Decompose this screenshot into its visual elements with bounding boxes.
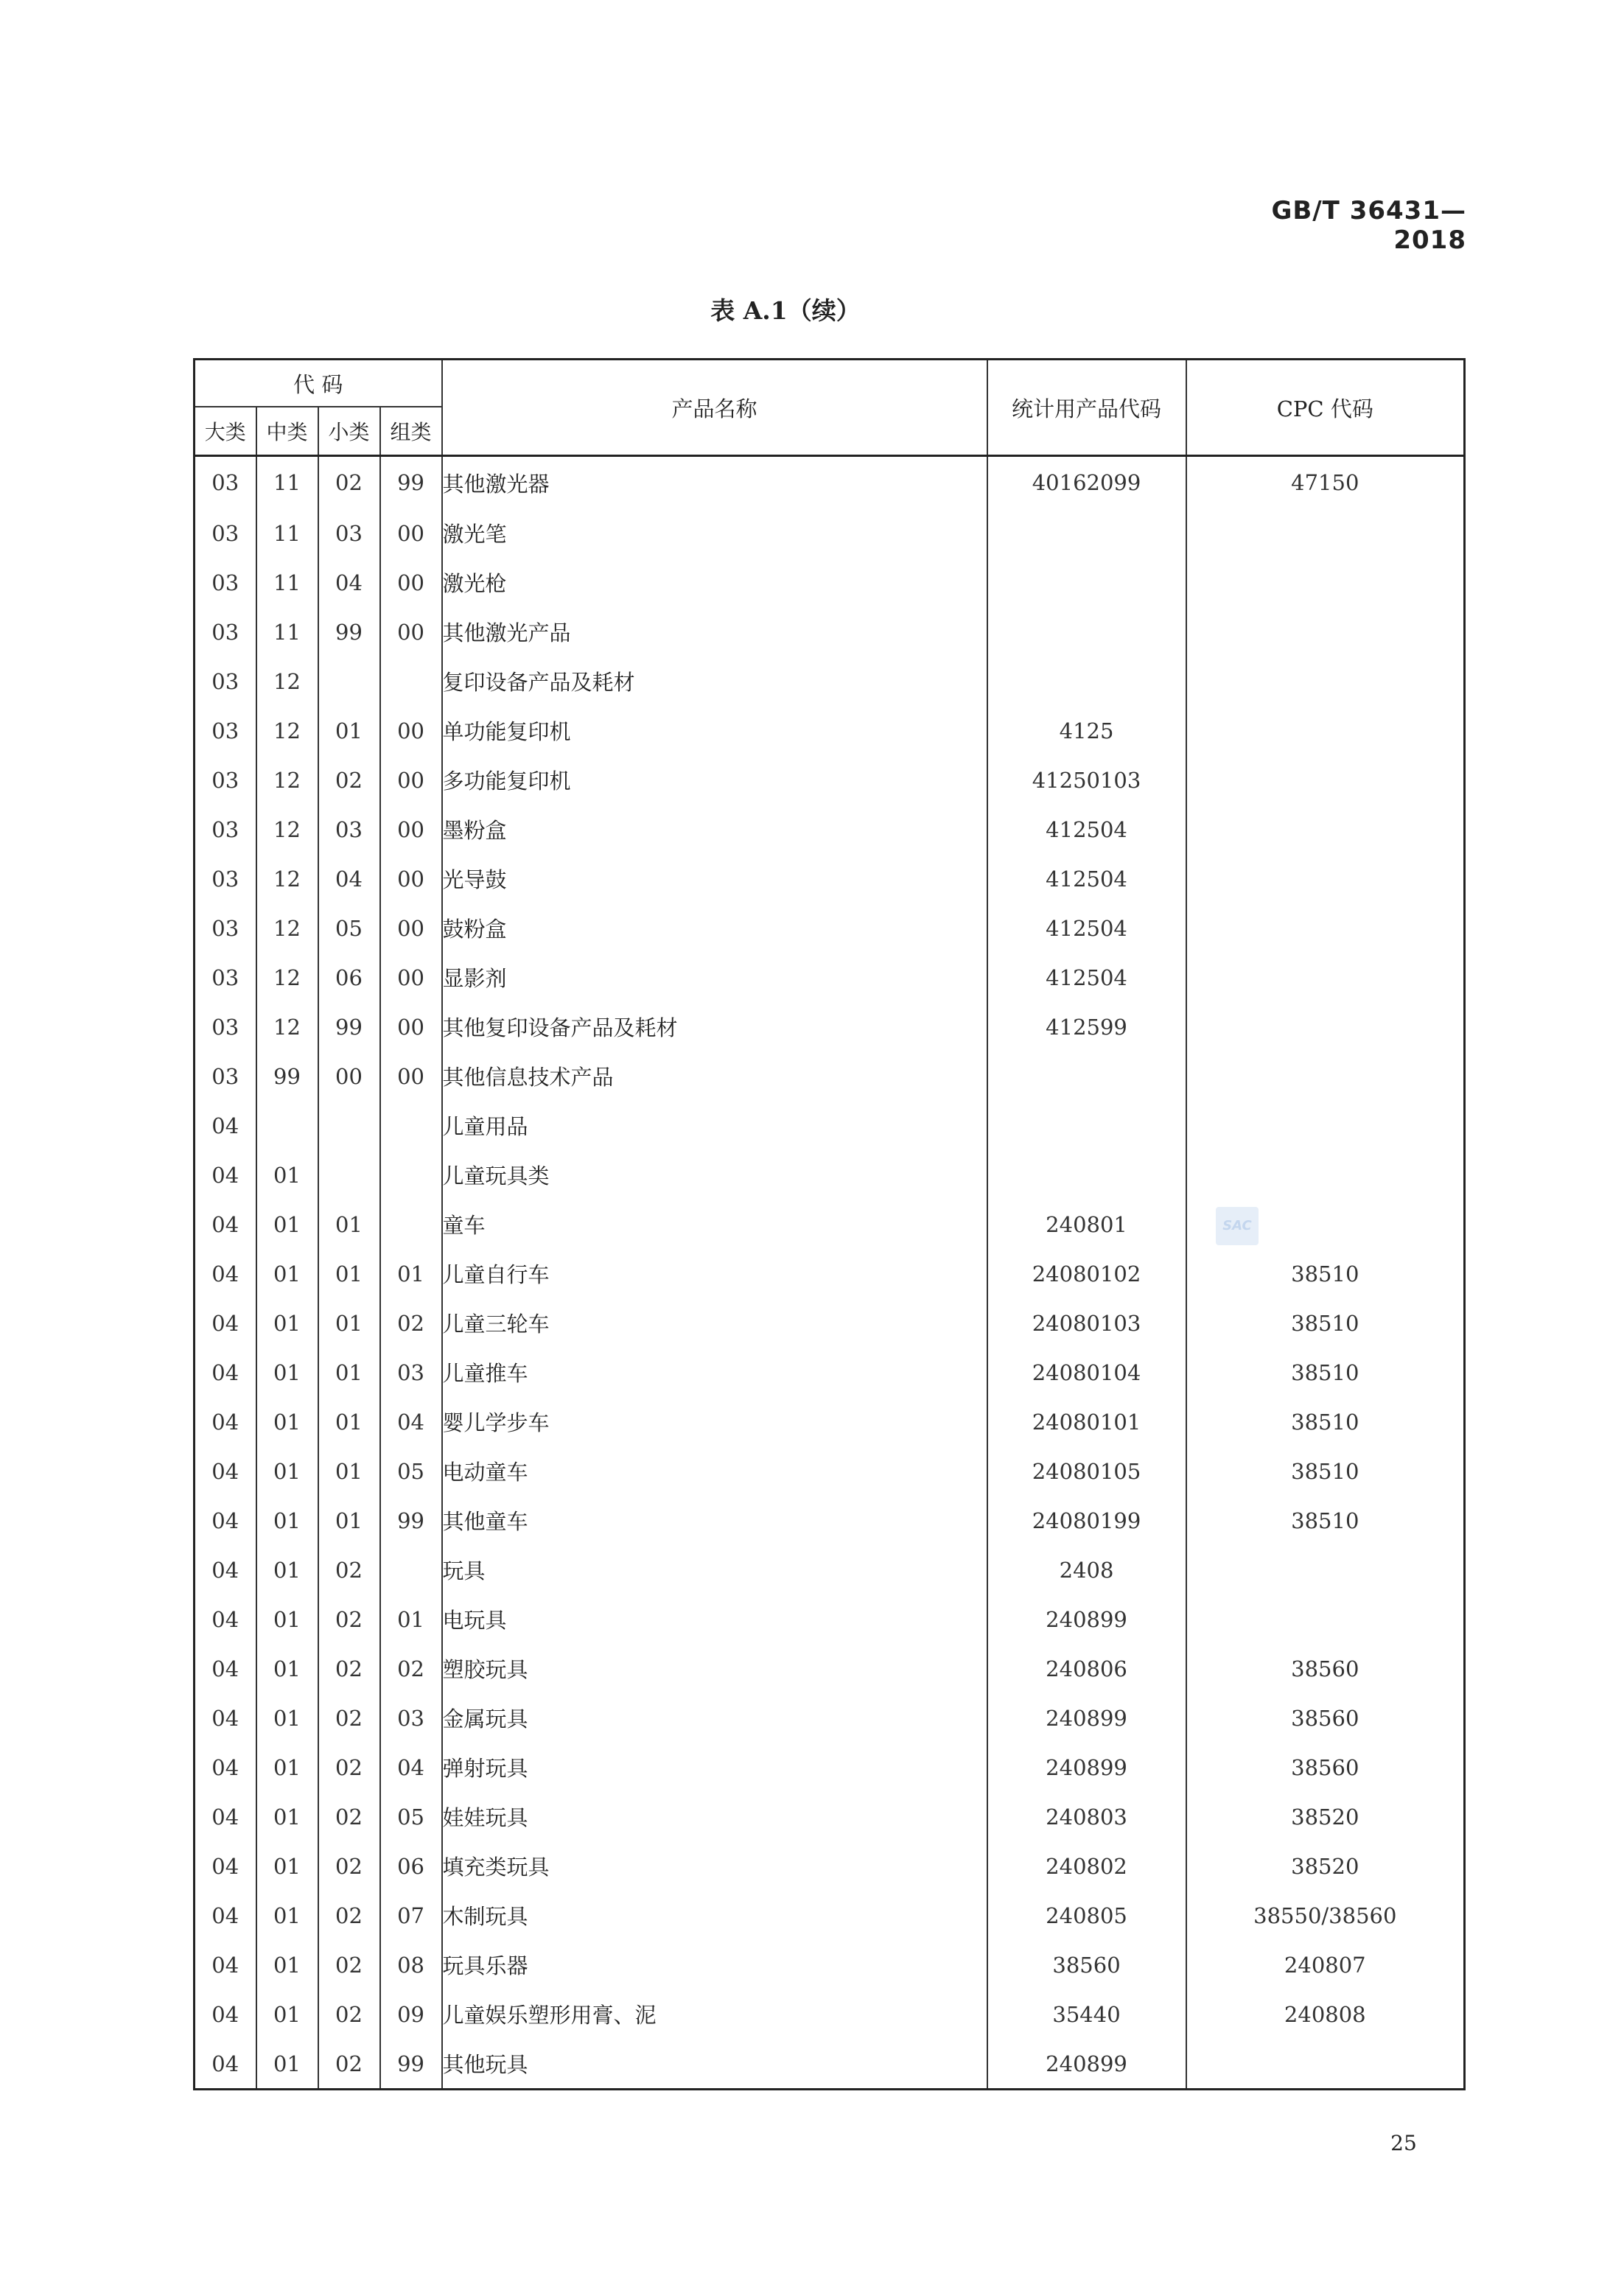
cell-major: 04 <box>195 1446 256 1496</box>
cell-stat-code: 4125 <box>987 706 1186 755</box>
cell-group: 00 <box>380 1051 442 1101</box>
cell-cpc-code: 47150 <box>1186 456 1465 509</box>
sac-watermark: SAC <box>1216 1207 1259 1245</box>
cell-minor: 03 <box>318 805 380 854</box>
cell-product-name: 多功能复印机 <box>442 755 987 805</box>
cell-stat-code: 240899 <box>987 1693 1186 1743</box>
cell-medium: 12 <box>256 706 318 755</box>
cell-medium: 11 <box>256 607 318 657</box>
table-row <box>195 1397 1465 1446</box>
table-row <box>195 1348 1465 1397</box>
cell-major: 04 <box>195 1496 256 1545</box>
cell-minor: 02 <box>318 1743 380 1792</box>
cell-stat-code: 240805 <box>987 1891 1186 1940</box>
cell-group: 01 <box>380 1594 442 1644</box>
cell-group: 06 <box>380 1841 442 1891</box>
cell-minor: 02 <box>318 1891 380 1940</box>
table-row <box>195 1841 1465 1891</box>
cell-product-name: 其他激光产品 <box>442 607 987 657</box>
cell-major: 03 <box>195 558 256 607</box>
cell-medium: 12 <box>256 657 318 706</box>
cell-stat-code: 412504 <box>987 953 1186 1002</box>
cell-minor <box>318 1101 380 1150</box>
standard-number: GB/T 36431—2018 <box>1271 196 1466 255</box>
table-row <box>195 2039 1465 2090</box>
cell-minor: 01 <box>318 1397 380 1446</box>
cell-cpc-code: 38510 <box>1186 1496 1465 1545</box>
cell-group: 00 <box>380 755 442 805</box>
header-medium: 中类 <box>256 407 318 456</box>
table-row <box>195 1743 1465 1792</box>
cell-major: 03 <box>195 854 256 903</box>
cell-stat-code <box>987 1101 1186 1150</box>
cell-major: 04 <box>195 1594 256 1644</box>
cell-cpc-code: 240807 <box>1186 1940 1465 1989</box>
table-row <box>195 1446 1465 1496</box>
table-row <box>195 1200 1465 1249</box>
product-code-table <box>193 358 1466 2090</box>
cell-medium: 11 <box>256 456 318 509</box>
cell-cpc-code <box>1186 558 1465 607</box>
cell-stat-code: 24080102 <box>987 1249 1186 1298</box>
cell-stat-code: 412504 <box>987 903 1186 953</box>
cell-major: 04 <box>195 1545 256 1594</box>
cell-cpc-code <box>1186 755 1465 805</box>
cell-group: 09 <box>380 1989 442 2039</box>
cell-cpc-code: 38560 <box>1186 1644 1465 1693</box>
cell-cpc-code <box>1186 1101 1465 1150</box>
table-row <box>195 1891 1465 1940</box>
cell-product-name: 弹射玩具 <box>442 1743 987 1792</box>
table-row <box>195 1002 1465 1051</box>
cell-group <box>380 1101 442 1150</box>
cell-minor: 06 <box>318 953 380 1002</box>
cell-stat-code: 240806 <box>987 1644 1186 1693</box>
cell-product-name: 其他玩具 <box>442 2039 987 2090</box>
cell-medium: 99 <box>256 1051 318 1101</box>
cell-major: 04 <box>195 1200 256 1249</box>
table-row <box>195 1644 1465 1693</box>
cell-group: 00 <box>380 805 442 854</box>
cell-minor: 02 <box>318 1545 380 1594</box>
table-row <box>195 1051 1465 1101</box>
table-row <box>195 1298 1465 1348</box>
cell-group: 07 <box>380 1891 442 1940</box>
cell-medium: 01 <box>256 1397 318 1446</box>
cell-stat-code: 240899 <box>987 1594 1186 1644</box>
cell-stat-code <box>987 1150 1186 1200</box>
cell-minor <box>318 1150 380 1200</box>
cell-medium: 01 <box>256 2039 318 2090</box>
cell-product-name: 儿童娱乐塑形用膏、泥 <box>442 1989 987 2039</box>
table-row <box>195 953 1465 1002</box>
cell-group: 99 <box>380 2039 442 2090</box>
cell-minor: 02 <box>318 1644 380 1693</box>
cell-medium: 12 <box>256 755 318 805</box>
cell-product-name: 娃娃玩具 <box>442 1792 987 1841</box>
cell-group <box>380 1200 442 1249</box>
cell-cpc-code: 38520 <box>1186 1792 1465 1841</box>
page-number: 25 <box>1390 2131 1417 2155</box>
cell-product-name: 木制玩具 <box>442 1891 987 1940</box>
cell-cpc-code <box>1186 1051 1465 1101</box>
cell-group: 03 <box>380 1693 442 1743</box>
cell-medium: 12 <box>256 805 318 854</box>
cell-medium: 01 <box>256 1792 318 1841</box>
cell-product-name: 复印设备产品及耗材 <box>442 657 987 706</box>
cell-product-name: 儿童三轮车 <box>442 1298 987 1348</box>
cell-major: 04 <box>195 1989 256 2039</box>
header-product-name: 产品名称 <box>442 360 987 456</box>
cell-cpc-code <box>1186 607 1465 657</box>
cell-medium: 01 <box>256 1200 318 1249</box>
table-row <box>195 854 1465 903</box>
cell-minor: 03 <box>318 508 380 558</box>
cell-major: 03 <box>195 456 256 509</box>
table-row <box>195 1496 1465 1545</box>
cell-product-name: 填充类玩具 <box>442 1841 987 1891</box>
cell-cpc-code: 38560 <box>1186 1743 1465 1792</box>
cell-cpc-code <box>1186 1594 1465 1644</box>
cell-major: 03 <box>195 903 256 953</box>
cell-stat-code: 240899 <box>987 2039 1186 2090</box>
cell-minor <box>318 657 380 706</box>
cell-minor: 99 <box>318 1002 380 1051</box>
table-row <box>195 1101 1465 1150</box>
cell-major: 03 <box>195 1051 256 1101</box>
cell-group: 02 <box>380 1644 442 1693</box>
cell-cpc-code <box>1186 706 1465 755</box>
cell-minor: 01 <box>318 1200 380 1249</box>
cell-product-name: 单功能复印机 <box>442 706 987 755</box>
cell-group: 00 <box>380 558 442 607</box>
cell-major: 04 <box>195 1249 256 1298</box>
table-row <box>195 1249 1465 1298</box>
cell-minor: 01 <box>318 1446 380 1496</box>
cell-stat-code: 38560 <box>987 1940 1186 1989</box>
cell-minor: 04 <box>318 558 380 607</box>
cell-stat-code <box>987 558 1186 607</box>
cell-minor: 05 <box>318 903 380 953</box>
cell-stat-code: 240899 <box>987 1743 1186 1792</box>
cell-major: 04 <box>195 1841 256 1891</box>
cell-medium: 01 <box>256 1891 318 1940</box>
cell-cpc-code <box>1186 1150 1465 1200</box>
header-minor: 小类 <box>318 407 380 456</box>
cell-major: 04 <box>195 1150 256 1200</box>
cell-medium: 01 <box>256 1841 318 1891</box>
cell-stat-code: 24080101 <box>987 1397 1186 1446</box>
cell-group: 00 <box>380 607 442 657</box>
cell-major: 04 <box>195 1101 256 1150</box>
cell-group: 05 <box>380 1792 442 1841</box>
cell-product-name: 儿童自行车 <box>442 1249 987 1298</box>
table-body <box>195 456 1465 2090</box>
cell-product-name: 光导鼓 <box>442 854 987 903</box>
cell-cpc-code: 38510 <box>1186 1446 1465 1496</box>
cell-major: 03 <box>195 805 256 854</box>
cell-product-name: 墨粉盒 <box>442 805 987 854</box>
cell-medium: 12 <box>256 903 318 953</box>
header-cpc-code: CPC 代码 <box>1186 360 1465 456</box>
cell-group: 02 <box>380 1298 442 1348</box>
cell-group: 99 <box>380 456 442 509</box>
cell-product-name: 其他信息技术产品 <box>442 1051 987 1101</box>
cell-product-name: 儿童用品 <box>442 1101 987 1150</box>
cell-major: 04 <box>195 1298 256 1348</box>
cell-stat-code: 412504 <box>987 854 1186 903</box>
cell-medium: 01 <box>256 1644 318 1693</box>
cell-cpc-code: 38560 <box>1186 1693 1465 1743</box>
cell-group: 00 <box>380 953 442 1002</box>
header-group: 组类 <box>380 407 442 456</box>
cell-group: 05 <box>380 1446 442 1496</box>
table-row <box>195 558 1465 607</box>
cell-cpc-code: 38520 <box>1186 1841 1465 1891</box>
header-stat-code: 统计用产品代码 <box>987 360 1186 456</box>
cell-stat-code: 412504 <box>987 805 1186 854</box>
cell-product-name: 塑胶玩具 <box>442 1644 987 1693</box>
cell-stat-code <box>987 1051 1186 1101</box>
cell-minor: 02 <box>318 456 380 509</box>
cell-minor: 02 <box>318 1693 380 1743</box>
cell-product-name: 金属玩具 <box>442 1693 987 1743</box>
cell-medium: 01 <box>256 1348 318 1397</box>
cell-minor: 02 <box>318 1989 380 2039</box>
cell-medium: 01 <box>256 1298 318 1348</box>
cell-cpc-code <box>1186 2039 1465 2090</box>
cell-cpc-code: 38550/38560 <box>1186 1891 1465 1940</box>
cell-group <box>380 657 442 706</box>
cell-major: 03 <box>195 657 256 706</box>
cell-medium: 01 <box>256 1496 318 1545</box>
cell-major: 03 <box>195 508 256 558</box>
cell-group: 00 <box>380 903 442 953</box>
cell-stat-code: 240803 <box>987 1792 1186 1841</box>
cell-cpc-code: 38510 <box>1186 1397 1465 1446</box>
table-row <box>195 1150 1465 1200</box>
cell-major: 04 <box>195 1644 256 1693</box>
cell-medium: 12 <box>256 953 318 1002</box>
cell-cpc-code <box>1186 508 1465 558</box>
cell-medium: 01 <box>256 1693 318 1743</box>
cell-product-name: 其他激光器 <box>442 456 987 509</box>
table-row <box>195 1792 1465 1841</box>
cell-product-name: 其他童车 <box>442 1496 987 1545</box>
cell-product-name: 婴儿学步车 <box>442 1397 987 1446</box>
cell-cpc-code <box>1186 1545 1465 1594</box>
cell-major: 04 <box>195 1792 256 1841</box>
header-major: 大类 <box>195 407 256 456</box>
table-row <box>195 1940 1465 1989</box>
cell-minor: 01 <box>318 1298 380 1348</box>
cell-group: 00 <box>380 1002 442 1051</box>
cell-medium: 01 <box>256 1150 318 1200</box>
cell-cpc-code: 38510 <box>1186 1249 1465 1298</box>
cell-minor: 02 <box>318 2039 380 2090</box>
cell-medium: 01 <box>256 1594 318 1644</box>
cell-stat-code: 412599 <box>987 1002 1186 1051</box>
table-row <box>195 456 1465 509</box>
cell-minor: 00 <box>318 1051 380 1101</box>
cell-product-name: 儿童推车 <box>442 1348 987 1397</box>
table-row <box>195 706 1465 755</box>
cell-group: 04 <box>380 1397 442 1446</box>
cell-major: 03 <box>195 755 256 805</box>
cell-group: 08 <box>380 1940 442 1989</box>
cell-major: 04 <box>195 1891 256 1940</box>
cell-product-name: 激光笔 <box>442 508 987 558</box>
cell-major: 04 <box>195 1348 256 1397</box>
cell-product-name: 鼓粉盒 <box>442 903 987 953</box>
cell-cpc-code: 38510 <box>1186 1348 1465 1397</box>
cell-product-name: 显影剂 <box>442 953 987 1002</box>
table-row <box>195 805 1465 854</box>
cell-medium: 01 <box>256 1446 318 1496</box>
cell-group: 04 <box>380 1743 442 1792</box>
cell-medium: 11 <box>256 508 318 558</box>
cell-medium <box>256 1101 318 1150</box>
table-row <box>195 508 1465 558</box>
cell-stat-code <box>987 657 1186 706</box>
cell-major: 03 <box>195 706 256 755</box>
cell-stat-code: 240802 <box>987 1841 1186 1891</box>
table-row <box>195 1594 1465 1644</box>
cell-minor: 02 <box>318 755 380 805</box>
table-row <box>195 755 1465 805</box>
cell-product-name: 其他复印设备产品及耗材 <box>442 1002 987 1051</box>
cell-group <box>380 1150 442 1200</box>
cell-medium: 01 <box>256 1989 318 2039</box>
table-row <box>195 1693 1465 1743</box>
cell-stat-code: 24080103 <box>987 1298 1186 1348</box>
cell-group: 01 <box>380 1249 442 1298</box>
cell-product-name: 玩具 <box>442 1545 987 1594</box>
cell-minor: 02 <box>318 1594 380 1644</box>
cell-major: 03 <box>195 607 256 657</box>
table-row <box>195 903 1465 953</box>
cell-minor: 02 <box>318 1792 380 1841</box>
cell-medium: 01 <box>256 1743 318 1792</box>
cell-product-name: 电玩具 <box>442 1594 987 1644</box>
table-row <box>195 1545 1465 1594</box>
cell-stat-code: 41250103 <box>987 755 1186 805</box>
cell-major: 04 <box>195 1940 256 1989</box>
header-code: 代 码 <box>195 360 442 407</box>
cell-stat-code: 40162099 <box>987 456 1186 509</box>
cell-major: 04 <box>195 1397 256 1446</box>
cell-medium: 01 <box>256 1545 318 1594</box>
cell-medium: 11 <box>256 558 318 607</box>
cell-cpc-code <box>1186 953 1465 1002</box>
cell-minor: 04 <box>318 854 380 903</box>
cell-medium: 01 <box>256 1249 318 1298</box>
cell-group: 03 <box>380 1348 442 1397</box>
cell-major: 03 <box>195 1002 256 1051</box>
cell-stat-code <box>987 508 1186 558</box>
cell-group <box>380 1545 442 1594</box>
cell-cpc-code <box>1186 854 1465 903</box>
cell-stat-code <box>987 607 1186 657</box>
cell-major: 04 <box>195 1693 256 1743</box>
cell-group: 99 <box>380 1496 442 1545</box>
cell-cpc-code <box>1186 657 1465 706</box>
cell-medium: 12 <box>256 1002 318 1051</box>
cell-minor: 01 <box>318 1249 380 1298</box>
cell-cpc-code: 240808 <box>1186 1989 1465 2039</box>
cell-minor: 01 <box>318 706 380 755</box>
cell-cpc-code <box>1186 805 1465 854</box>
cell-product-name: 激光枪 <box>442 558 987 607</box>
cell-minor: 02 <box>318 1841 380 1891</box>
cell-stat-code: 24080104 <box>987 1348 1186 1397</box>
cell-product-name: 儿童玩具类 <box>442 1150 987 1200</box>
cell-stat-code: 2408 <box>987 1545 1186 1594</box>
cell-stat-code: 24080199 <box>987 1496 1186 1545</box>
cell-minor: 02 <box>318 1940 380 1989</box>
cell-stat-code: 35440 <box>987 1989 1186 2039</box>
cell-group: 00 <box>380 854 442 903</box>
table-title: 表 A.1（续） <box>710 296 861 325</box>
cell-group: 00 <box>380 508 442 558</box>
cell-product-name: 玩具乐器 <box>442 1940 987 1989</box>
cell-medium: 12 <box>256 854 318 903</box>
table-row <box>195 607 1465 657</box>
cell-major: 03 <box>195 953 256 1002</box>
table-row <box>195 657 1465 706</box>
cell-cpc-code <box>1186 1002 1465 1051</box>
cell-major: 04 <box>195 1743 256 1792</box>
cell-product-name: 电动童车 <box>442 1446 987 1496</box>
table-row <box>195 1989 1465 2039</box>
cell-cpc-code: 38510 <box>1186 1298 1465 1348</box>
cell-medium: 01 <box>256 1940 318 1989</box>
cell-product-name: 童车 <box>442 1200 987 1249</box>
cell-minor: 01 <box>318 1496 380 1545</box>
cell-minor: 99 <box>318 607 380 657</box>
cell-minor: 01 <box>318 1348 380 1397</box>
cell-group: 00 <box>380 706 442 755</box>
cell-major: 04 <box>195 2039 256 2090</box>
cell-stat-code: 24080105 <box>987 1446 1186 1496</box>
cell-stat-code: 240801 <box>987 1200 1186 1249</box>
cell-cpc-code <box>1186 903 1465 953</box>
